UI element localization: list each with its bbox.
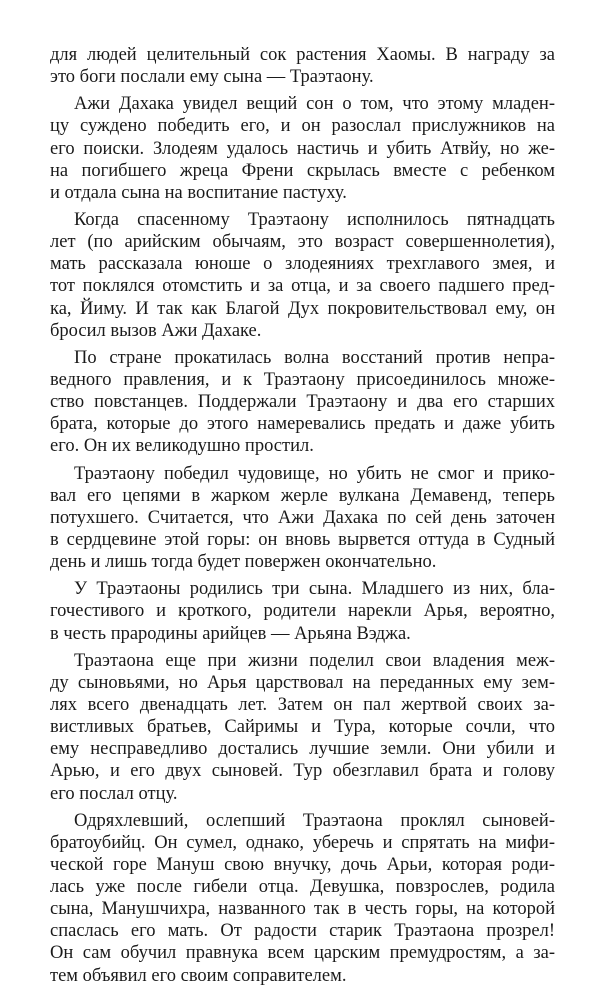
paragraph-7 xyxy=(50,650,555,805)
text-line: Арью, и его двух сыновей. Тур обезглавил брата и голову xyxy=(50,761,555,782)
text-line: ведного правления, и к Траэтаону присоединилось множе- xyxy=(50,369,555,390)
text-line: в сердцевине этой горы: он вновь вырвется оттуда в Судный xyxy=(50,529,555,550)
text-line: день и лишь тогда будет повержен окончательно. xyxy=(50,552,437,573)
text-line: тем объявил его своим соправителем. xyxy=(50,965,347,986)
paragraph-2 xyxy=(50,93,555,204)
text-line: мать рассказала юноше о злодеяниях трехглавого змея, и xyxy=(50,254,555,275)
text-line: его послал отцу. xyxy=(50,783,178,804)
text-line: Траэтаона еще при жизни поделил свои владения меж- xyxy=(74,650,555,671)
text-line: По стране прокатилась волна восстаний против непра- xyxy=(74,347,555,368)
text-line: тот поклялся отомстить и за отца, и за своего падшего пред- xyxy=(50,276,555,297)
text-line: лась уже после гибели отца. Девушка, повзрослев, родила xyxy=(50,877,555,898)
text-line: ду сыновьями, но Арья царствовал на переданных ему зем- xyxy=(50,672,555,693)
text-line: Он сам обучил правнука всем царским премудростям, а за- xyxy=(50,943,555,964)
paragraph-4 xyxy=(50,347,555,458)
text-line: и отдала сына на воспитание пастуху. xyxy=(50,182,347,203)
paragraph-1 xyxy=(50,44,555,88)
text-line: цу суждено победить его, и он разослал прислужников на xyxy=(50,116,555,137)
text-line: брата, которые до этого намеревались предать и даже убить xyxy=(50,414,555,435)
text-line: Траэтаону победил чудовище, но убить не смог и прико- xyxy=(74,463,555,484)
book-page xyxy=(50,44,555,987)
text-line: Когда спасенному Траэтаону исполнилось пятнадцать xyxy=(74,209,555,230)
paragraph-5 xyxy=(50,463,555,574)
text-line: вал его цепями в жарком жерле вулкана Демавенд, теперь xyxy=(50,485,555,506)
text-line: его. Он их великодушно простил. xyxy=(50,436,314,457)
text-line: ка, Йиму. И так как Благой Дух покровительствовал ему, он xyxy=(50,298,555,319)
text-line: У Траэтаоны родились три сына. Младшего из них, бла- xyxy=(74,579,555,600)
text-line: на погибшего жреца Френи скрылась вместе с ребенком xyxy=(50,160,555,181)
text-line: братоубийц. Он сумел, однако, уберечь и спрятать на мифи- xyxy=(50,832,555,853)
paragraph-6 xyxy=(50,578,555,644)
text-line: это боги послали ему сына — Траэтаону. xyxy=(50,67,374,88)
text-line: ческой горе Мануш свою внучку, дочь Арьи, которая роди- xyxy=(50,854,555,875)
paragraph-3 xyxy=(50,209,555,342)
text-line: спаслась его мать. От радости старик Траэтаона прозрел! xyxy=(50,921,555,942)
text-line: бросил вызов Ажи Дахаке. xyxy=(50,320,262,341)
text-line: ство повстанцев. Поддержали Траэтаону и два его старших xyxy=(50,392,555,413)
text-line: потухшего. Считается, что Ажи Дахака по сей день заточен xyxy=(50,507,555,528)
text-line: лет (по арийским обычаям, это возраст совершеннолетия), xyxy=(50,232,555,253)
text-line: лях всего двенадцать лет. Затем он пал жертвой своих за- xyxy=(50,694,555,715)
text-line: Ажи Дахака увидел вещий сон о том, что этому младен- xyxy=(74,94,555,115)
paragraph-8 xyxy=(50,810,555,987)
text-line: его поиски. Злодеям удалось настичь и убить Атвйу, но же- xyxy=(50,138,555,159)
text-line: Одряхлевший, ослепший Траэтаона проклял сыновей- xyxy=(74,810,555,831)
text-line: ему несправедливо достались лучшие земли. Они убили и xyxy=(50,739,555,760)
text-line: для людей целительный сок растения Хаомы. В награду за xyxy=(50,45,555,65)
text-line: в честь прародины арийцев — Арьяна Вэджа. xyxy=(50,623,411,644)
text-line: сына, Манушчихра, названного так в честь горы, на которой xyxy=(50,899,555,920)
text-line: вистливых братьев, Сайримы и Тура, которые сочли, что xyxy=(50,717,555,738)
text-line: гочестивого и кроткого, родители нарекли Арья, вероятно, xyxy=(50,601,555,622)
